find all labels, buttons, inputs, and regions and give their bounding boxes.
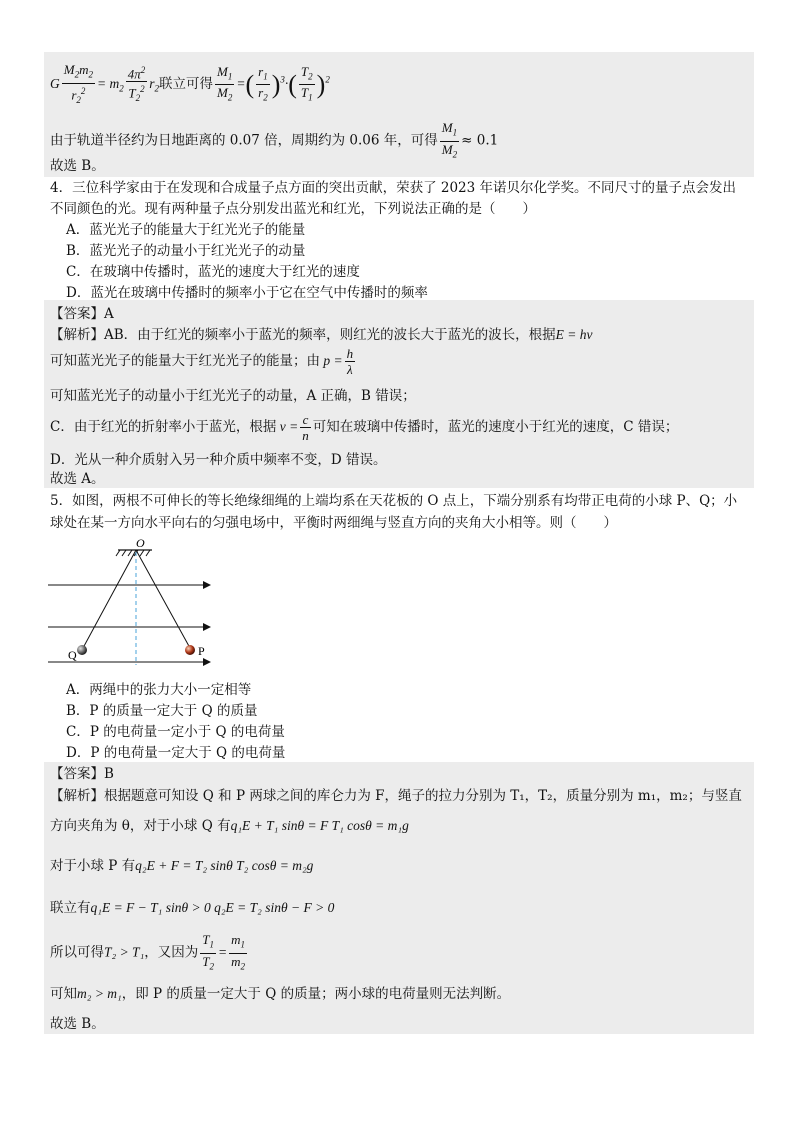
q5-stem-line2: 球处在某一方向水平向右的匀强电场中，平衡时两细绳与竖直方向的夹角大小相等。则（ ） [50, 515, 617, 531]
q4-stem-line1: 4．三位科学家由于在发现和合成量子点方面的突出贡献，荣获了 2023 年诺贝尔化学奖。不同尺寸的量子点会发出 [50, 180, 737, 196]
q5-option-d: D．P 的电荷量一定大于 Q 的电荷量 [66, 745, 286, 761]
label-q: Q [68, 648, 77, 662]
q4-analysis-l4: C．由于红光的折射率小于蓝光，根据 v = $\frac{c}{n}$ 可知在玻璃中传播时，蓝光的速度小于红光的速度，C 错误； [50, 412, 679, 443]
q5-analysis-l1: 【解析】根据题意可知设 Q 和 P 两球之间的库仑力为 F，绳子的拉力分别为 T₁，T₂，质量分别为 m₁，m₂；与竖直 [50, 788, 742, 804]
q4-analysis-l2-text: 可知蓝光光子的能量大于红光光子的能量；由 [50, 353, 320, 369]
q4-option-c: C．在玻璃中传播时，蓝光的速度大于红光的速度 [66, 264, 360, 280]
q4-analysis-l5: D．光从一种介质射入另一种介质中频率不变，D 错误。 [50, 452, 387, 468]
q5-analysis-l6-text: 可知 [50, 986, 77, 1002]
q4-analysis-l4-text: C．由于红光的折射率小于蓝光，根据 [50, 419, 277, 435]
prev-solution-text: 由于轨道半径约为日地距离的 0.07 倍，周期约为 0.06 年，可得 [50, 132, 438, 149]
q5-analysis-l7: 故选 B。 [50, 1016, 105, 1032]
mass-inequality: m₂ > m₁ [77, 986, 122, 1001]
q4-analysis-l6: 故选 A。 [50, 471, 105, 487]
q5-analysis-l5-text: 所以可得 [50, 944, 104, 961]
q5-option-c: C．P 的电荷量一定小于 Q 的电荷量 [66, 724, 285, 740]
label-o: O [136, 536, 145, 550]
ball-p [185, 645, 195, 655]
q4-option-b: B．蓝光光子的动量小于红光光子的动量 [66, 243, 306, 259]
string-q [83, 550, 136, 648]
q5-stem-line1: 5．如图，两根不可伸长的等长绝缘细绳的上端均系在天花板的 O 点上，下端分别系有均带正电荷的小球 P、Q；小 [50, 493, 738, 509]
energy-formula: E = hν [555, 327, 593, 342]
q4-stem-line2: 不同颜色的光。现有两种量子点分别发出蓝光和红光，下列说法正确的是（ ） [50, 201, 536, 217]
label-p: P [198, 644, 205, 658]
prev-solution-line: 由于轨道半径约为日地距离的 0.07 倍，周期约为 0.06 年，可得 $\frac{M_1}{M_2}$ ≈ 0.1 [50, 120, 499, 160]
gravitation-formula: G $\frac{M_2m_2}{r_2^2}$ = $m_2$ $\frac{4\pi^2}{T_2^2}$ $r_2$联立可得 $\frac{M_1}{M_2}$ =( $\frac{r_1}{r_2}$ )$^3$·( $\frac{T_2}{T_1}$ )$^2$ [50, 62, 330, 105]
q4-analysis-l1-text: 【解析】AB．由于红光的频率小于蓝光的频率，则红光的波长大于蓝光的波长，根据 [50, 327, 556, 343]
q4-answer: 【答案】A [50, 306, 114, 322]
q5-analysis-l6-tail: ，即 P 的质量一定大于 Q 的质量；两小球的电荷量则无法判断。 [121, 986, 511, 1002]
q5-analysis-l3 [50, 856, 313, 876]
q5-analysis-l2 [50, 816, 409, 836]
q5-analysis-l5: 所以可得T₂ > T₁，又因为 $\frac{T_1}{T_2}$ = $\frac{m_1}{m_2}$ [50, 932, 246, 972]
q5-analysis-l5-mid: ，又因为 [144, 944, 199, 961]
prev-approx: ≈ 0.1 [461, 132, 499, 149]
q5-analysis-l4-text: 联立有 [50, 900, 91, 916]
q5-analysis-l3-text: 对于小球 P 有 [50, 858, 136, 874]
q4-analysis-l4-tail: 可知在玻璃中传播时，蓝光的速度小于红光的速度，C 错误； [312, 419, 679, 435]
q5-analysis-l2-text: 方向夹角为 θ，对于小球 Q 有 [50, 818, 231, 834]
q5-analysis-l6 [50, 984, 510, 1004]
prev-conclusion: 故选 B。 [50, 158, 105, 174]
formula-lead-text: 联立可得 [159, 75, 213, 91]
combined-equations: q₁E = F − T₁ sinθ > 0 q₂E = T₂ sinθ − F > 0 [90, 900, 335, 915]
ball-q [77, 645, 87, 655]
q5-option-b: B．P 的质量一定大于 Q 的质量 [66, 703, 258, 719]
q5-answer: 【答案】B [50, 766, 114, 782]
q5-analysis-l4 [50, 898, 334, 918]
ball-q-equations: q₁E + T₁ sinθ = F T₁ cosθ = m₁g [230, 818, 409, 833]
ball-p-equations: q₂E + F = T₂ sinθ T₂ cosθ = m₂g [135, 858, 314, 873]
q4-analysis-l2: 可知蓝光光子的能量大于红光光子的能量；由 p = $\frac{h}{\lambda}$ [50, 346, 354, 377]
tension-inequality: T₂ > T₁ [104, 944, 145, 960]
q4-option-d: D．蓝光在玻璃中传播时的频率小于它在空气中传播时的频率 [66, 285, 428, 301]
string-p [136, 550, 190, 648]
pendulum-diagram [40, 535, 220, 675]
q4-option-a: A．蓝光光子的能量大于红光光子的能量 [66, 222, 306, 238]
q4-analysis-l3: 可知蓝光光子的动量小于红光光子的动量，A 正确，B 错误； [50, 388, 416, 404]
q5-option-a: A．两绳中的张力大小一定相等 [66, 682, 252, 698]
q4-analysis-l1 [50, 325, 593, 345]
